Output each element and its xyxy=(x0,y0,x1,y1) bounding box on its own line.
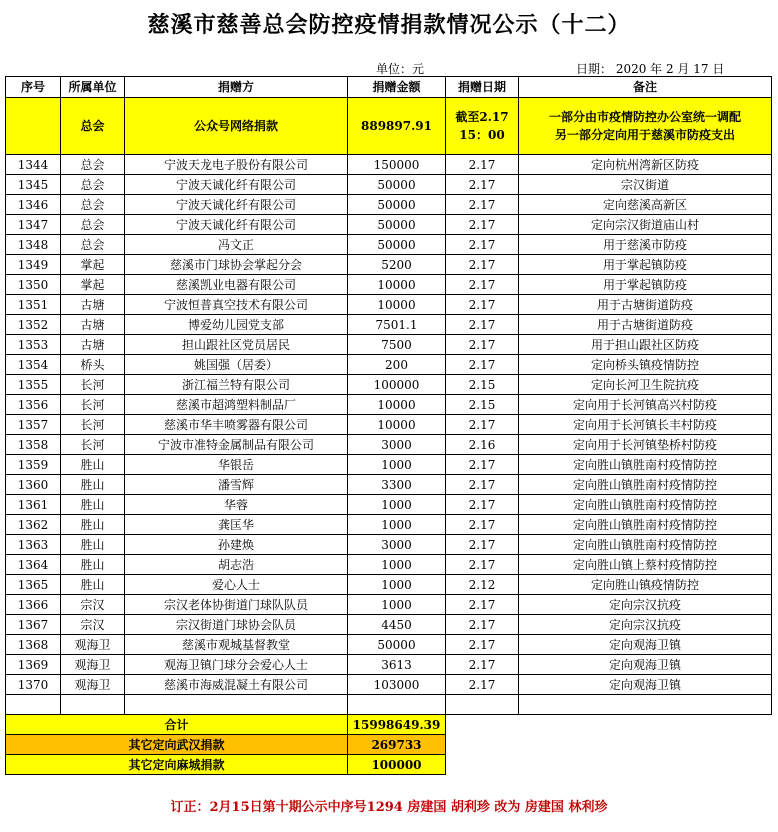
row-date: 2.16 xyxy=(446,435,519,455)
row-index: 1360 xyxy=(6,475,61,495)
table-header-row xyxy=(6,77,772,98)
row-note: 定向胜山镇胜南村疫情防控 xyxy=(519,535,772,555)
row-unit: 胜山 xyxy=(61,475,125,495)
row-index: 1362 xyxy=(6,515,61,535)
row-index: 1351 xyxy=(6,295,61,315)
row-index: 1361 xyxy=(6,495,61,515)
row-donor: 华蓉 xyxy=(125,495,348,515)
table-row xyxy=(6,175,772,195)
table-row xyxy=(6,375,772,395)
row-donor: 孙建焕 xyxy=(125,535,348,555)
row-note: 定向观海卫镇 xyxy=(519,635,772,655)
row-date: 2.17 xyxy=(446,195,519,215)
row-amount: 1000 xyxy=(348,455,446,475)
row-amount: 50000 xyxy=(348,195,446,215)
row-donor: 慈溪市华丰喷雾器有限公司 xyxy=(125,415,348,435)
row-date: 2.17 xyxy=(446,255,519,275)
highlight-date-line2: 15：00 xyxy=(459,128,505,142)
row-date: 2.17 xyxy=(446,655,519,675)
row-amount: 3000 xyxy=(348,435,446,455)
row-index: 1350 xyxy=(6,275,61,295)
row-donor: 慈溪凯业电器有限公司 xyxy=(125,275,348,295)
header-date: 捐赠日期 xyxy=(446,77,519,98)
row-date: 2.17 xyxy=(446,175,519,195)
date-label: 日期： 2020 年 2 月 17 日 xyxy=(576,62,725,76)
row-amount: 3613 xyxy=(348,655,446,675)
row-index: 1367 xyxy=(6,615,61,635)
table-row xyxy=(6,635,772,655)
row-unit: 胜山 xyxy=(61,555,125,575)
row-date: 2.17 xyxy=(446,635,519,655)
row-index: 1368 xyxy=(6,635,61,655)
row-note: 定向胜山镇胜南村疫情防控 xyxy=(519,455,772,475)
row-amount: 10000 xyxy=(348,415,446,435)
row-note: 定向用于长河镇垫桥村防疫 xyxy=(519,435,772,455)
row-date: 2.17 xyxy=(446,455,519,475)
row-note: 用于古塘街道防疫 xyxy=(519,315,772,335)
unit-label: 单位：元 xyxy=(376,62,425,76)
row-note: 定向用于长河镇长丰村防疫 xyxy=(519,415,772,435)
row-amount: 50000 xyxy=(348,235,446,255)
row-note: 用于慈溪市防疫 xyxy=(519,235,772,255)
row-donor: 慈溪市门球协会掌起分会 xyxy=(125,255,348,275)
row-note: 定向用于长河镇高兴村防疫 xyxy=(519,395,772,415)
row-amount: 7500 xyxy=(348,335,446,355)
row-date: 2.15 xyxy=(446,395,519,415)
row-donor: 华银岳 xyxy=(125,455,348,475)
row-unit: 总会 xyxy=(61,175,125,195)
row-unit: 总会 xyxy=(61,215,125,235)
row-unit: 观海卫 xyxy=(61,635,125,655)
row-amount: 4450 xyxy=(348,615,446,635)
row-unit: 掌起 xyxy=(61,275,125,295)
row-date: 2.17 xyxy=(446,495,519,515)
row-date: 2.17 xyxy=(446,155,519,175)
highlight-amount: 889897.91 xyxy=(348,98,446,155)
row-amount: 200 xyxy=(348,355,446,375)
row-index: 1363 xyxy=(6,535,61,555)
row-amount: 50000 xyxy=(348,175,446,195)
row-amount: 10000 xyxy=(348,295,446,315)
row-date: 2.17 xyxy=(446,415,519,435)
row-index: 1354 xyxy=(6,355,61,375)
row-donor: 慈溪市观城基督教堂 xyxy=(125,635,348,655)
row-unit: 观海卫 xyxy=(61,675,125,695)
table-row xyxy=(6,595,772,615)
wuhan-value: 269733 xyxy=(348,735,446,755)
row-unit: 长河 xyxy=(61,415,125,435)
row-unit: 长河 xyxy=(61,395,125,415)
row-index: 1356 xyxy=(6,395,61,415)
row-amount: 10000 xyxy=(348,395,446,415)
row-index: 1366 xyxy=(6,595,61,615)
row-index: 1369 xyxy=(6,655,61,675)
row-note: 用于掌起镇防疫 xyxy=(519,275,772,295)
row-date: 2.17 xyxy=(446,295,519,315)
row-amount: 100000 xyxy=(348,375,446,395)
row-amount: 150000 xyxy=(348,155,446,175)
row-amount: 1000 xyxy=(348,575,446,595)
row-unit: 宗汉 xyxy=(61,595,125,615)
row-note: 宗汉街道 xyxy=(519,175,772,195)
row-donor: 宗汉街道门球协会队员 xyxy=(125,615,348,635)
header-note: 备注 xyxy=(519,77,772,98)
row-unit: 古塘 xyxy=(61,335,125,355)
row-index: 1358 xyxy=(6,435,61,455)
row-note: 定向胜山镇胜南村疫情防控 xyxy=(519,475,772,495)
correction-note: 订正：2月15日第十期公示中序号1294 房建国 胡利珍 改为 房建国 林利珍 xyxy=(170,800,608,815)
header-unit: 所属单位 xyxy=(61,77,125,98)
highlight-note-line1: 一部分由市疫情防控办公室统一调配 xyxy=(548,110,741,124)
donation-table xyxy=(5,76,772,775)
row-amount: 3300 xyxy=(348,475,446,495)
row-note: 定向杭州湾新区防疫 xyxy=(519,155,772,175)
row-donor: 龚匡华 xyxy=(125,515,348,535)
table-row xyxy=(6,495,772,515)
table-row xyxy=(6,255,772,275)
macheng-row xyxy=(6,755,772,775)
row-donor: 宁波天诚化纤有限公司 xyxy=(125,215,348,235)
row-unit: 长河 xyxy=(61,375,125,395)
row-index: 1352 xyxy=(6,315,61,335)
table-row xyxy=(6,195,772,215)
row-date: 2.17 xyxy=(446,335,519,355)
row-index: 1345 xyxy=(6,175,61,195)
row-amount: 50000 xyxy=(348,215,446,235)
table-row xyxy=(6,455,772,475)
row-note: 定向胜山镇胜南村疫情防控 xyxy=(519,495,772,515)
row-unit: 总会 xyxy=(61,155,125,175)
row-note: 定向观海卫镇 xyxy=(519,675,772,695)
row-date: 2.15 xyxy=(446,375,519,395)
row-unit: 胜山 xyxy=(61,455,125,475)
header-index: 序号 xyxy=(6,77,61,98)
row-unit: 观海卫 xyxy=(61,655,125,675)
total-row xyxy=(6,715,772,735)
row-note: 用于掌起镇防疫 xyxy=(519,255,772,275)
row-date: 2.17 xyxy=(446,675,519,695)
row-amount: 3000 xyxy=(348,535,446,555)
row-date: 2.17 xyxy=(446,475,519,495)
row-unit: 胜山 xyxy=(61,575,125,595)
row-date: 2.17 xyxy=(446,315,519,335)
table-row xyxy=(6,275,772,295)
total-value: 15998649.39 xyxy=(348,715,446,735)
row-unit: 古塘 xyxy=(61,295,125,315)
row-donor: 宁波天诚化纤有限公司 xyxy=(125,195,348,215)
row-unit: 桥头 xyxy=(61,355,125,375)
header-donor: 捐赠方 xyxy=(125,77,348,98)
row-donor: 冯文正 xyxy=(125,235,348,255)
row-amount: 1000 xyxy=(348,515,446,535)
row-amount: 10000 xyxy=(348,275,446,295)
row-note: 定向长河卫生院抗疫 xyxy=(519,375,772,395)
row-note: 定向宗汉抗疫 xyxy=(519,595,772,615)
table-row xyxy=(6,315,772,335)
row-index: 1349 xyxy=(6,255,61,275)
row-note: 定向胜山镇胜南村疫情防控 xyxy=(519,515,772,535)
row-donor: 慈溪市超鸿塑料制品厂 xyxy=(125,395,348,415)
row-index: 1359 xyxy=(6,455,61,475)
row-note: 定向桥头镇疫情防控 xyxy=(519,355,772,375)
row-unit: 宗汉 xyxy=(61,615,125,635)
row-date: 2.17 xyxy=(446,555,519,575)
row-amount: 50000 xyxy=(348,635,446,655)
row-donor: 宁波天龙电子股份有限公司 xyxy=(125,155,348,175)
row-donor: 爱心人士 xyxy=(125,575,348,595)
row-date: 2.12 xyxy=(446,575,519,595)
highlight-date-line1: 截至2.17 xyxy=(455,110,509,124)
row-donor: 胡志浩 xyxy=(125,555,348,575)
row-donor: 观海卫镇门球分会爱心人士 xyxy=(125,655,348,675)
row-unit: 长河 xyxy=(61,435,125,455)
table-row xyxy=(6,155,772,175)
row-unit: 胜山 xyxy=(61,515,125,535)
highlight-unit: 总会 xyxy=(61,98,125,155)
row-note: 定向胜山镇上蔡村疫情防控 xyxy=(519,555,772,575)
row-date: 2.17 xyxy=(446,535,519,555)
row-amount: 1000 xyxy=(348,595,446,615)
row-donor: 宗汉老体协街道门球队队员 xyxy=(125,595,348,615)
empty-row xyxy=(6,695,772,715)
table-row xyxy=(6,555,772,575)
row-unit: 胜山 xyxy=(61,535,125,555)
highlight-date xyxy=(446,98,519,155)
row-date: 2.17 xyxy=(446,215,519,235)
macheng-value: 100000 xyxy=(348,755,446,775)
row-amount: 1000 xyxy=(348,495,446,515)
row-index: 1353 xyxy=(6,335,61,355)
row-amount: 1000 xyxy=(348,555,446,575)
table-row xyxy=(6,675,772,695)
row-donor: 潘雪辉 xyxy=(125,475,348,495)
row-unit: 总会 xyxy=(61,195,125,215)
highlight-donor: 公众号网络捐款 xyxy=(125,98,348,155)
row-index: 1357 xyxy=(6,415,61,435)
row-donor: 姚国强（居委） xyxy=(125,355,348,375)
row-index: 1364 xyxy=(6,555,61,575)
table-row xyxy=(6,655,772,675)
row-donor: 博爱幼儿园党支部 xyxy=(125,315,348,335)
row-amount: 7501.1 xyxy=(348,315,446,335)
row-unit: 胜山 xyxy=(61,495,125,515)
table-row xyxy=(6,215,772,235)
row-index: 1347 xyxy=(6,215,61,235)
total-label: 合计 xyxy=(6,715,348,735)
row-index: 1344 xyxy=(6,155,61,175)
row-index: 1346 xyxy=(6,195,61,215)
highlight-index xyxy=(6,98,61,155)
row-date: 2.17 xyxy=(446,595,519,615)
header-amount: 捐赠金额 xyxy=(348,77,446,98)
row-index: 1355 xyxy=(6,375,61,395)
table-row xyxy=(6,335,772,355)
row-unit: 掌起 xyxy=(61,255,125,275)
table-row xyxy=(6,615,772,635)
row-index: 1348 xyxy=(6,235,61,255)
row-note: 用于担山跟社区防疫 xyxy=(519,335,772,355)
table-row xyxy=(6,395,772,415)
row-note: 定向观海卫镇 xyxy=(519,655,772,675)
table-row xyxy=(6,295,772,315)
table-row xyxy=(6,415,772,435)
row-note: 定向胜山镇疫情防控 xyxy=(519,575,772,595)
highlight-row xyxy=(6,98,772,155)
table-row xyxy=(6,515,772,535)
highlight-note-line2: 另一部分定向用于慈溪市防疫支出 xyxy=(554,128,735,142)
row-unit: 古塘 xyxy=(61,315,125,335)
row-note: 用于古塘街道防疫 xyxy=(519,295,772,315)
row-index: 1370 xyxy=(6,675,61,695)
page-title: 慈溪市慈善总会防控疫情捐款情况公示（十二） xyxy=(147,12,631,38)
macheng-label: 其它定向麻城捐款 xyxy=(6,755,348,775)
row-unit: 总会 xyxy=(61,235,125,255)
row-donor: 慈溪市海威混凝土有限公司 xyxy=(125,675,348,695)
table-row xyxy=(6,235,772,255)
row-donor: 宁波恒普真空技术有限公司 xyxy=(125,295,348,315)
row-note: 定向慈溪高新区 xyxy=(519,195,772,215)
table-row xyxy=(6,355,772,375)
row-amount: 103000 xyxy=(348,675,446,695)
table-row xyxy=(6,435,772,455)
highlight-note xyxy=(519,98,772,155)
table-row xyxy=(6,475,772,495)
row-note: 定向宗汉抗疫 xyxy=(519,615,772,635)
row-amount: 5200 xyxy=(348,255,446,275)
row-index: 1365 xyxy=(6,575,61,595)
row-donor: 宁波天诚化纤有限公司 xyxy=(125,175,348,195)
row-date: 2.17 xyxy=(446,355,519,375)
row-note: 定向宗汉街道庙山村 xyxy=(519,215,772,235)
row-date: 2.17 xyxy=(446,515,519,535)
row-date: 2.17 xyxy=(446,235,519,255)
row-donor: 浙江福兰特有限公司 xyxy=(125,375,348,395)
wuhan-row xyxy=(6,735,772,755)
table-row xyxy=(6,575,772,595)
row-donor: 担山跟社区党员居民 xyxy=(125,335,348,355)
row-date: 2.17 xyxy=(446,275,519,295)
table-row xyxy=(6,535,772,555)
wuhan-label: 其它定向武汉捐款 xyxy=(6,735,348,755)
row-donor: 宁波市准特金属制品有限公司 xyxy=(125,435,348,455)
row-date: 2.17 xyxy=(446,615,519,635)
